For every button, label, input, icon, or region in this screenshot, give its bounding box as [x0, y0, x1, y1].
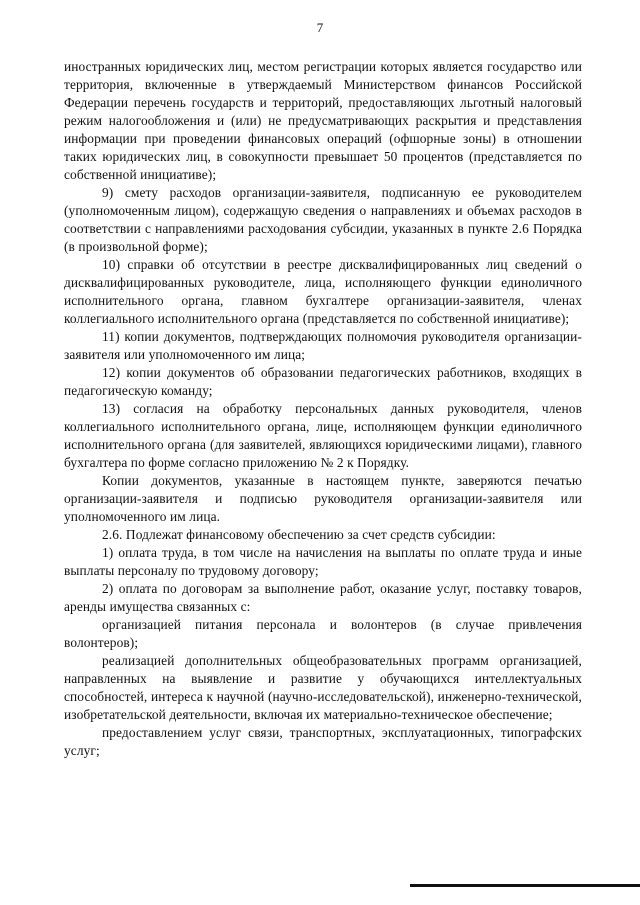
paragraph-expense-2: 2) оплата по договорам за выполнение работ, оказание услуг, поставку товаров, аренды имущества связанных с: [64, 581, 582, 614]
paragraph-sub-programs: реализацией дополнительных общеобразовательных программ организацией, направленных на выявление и развитие у обучающихся интеллектуальных способностей, интереса к научной (научно-исследовательской), инженерно-технической, изобретательской деятельности, включая их материально-техническое обеспечение; [64, 653, 582, 722]
paragraph-item-9: 9) смету расходов организации-заявителя, подписанную ее руководителем (уполномоченным лицом), содержащую сведения о направлениях и объемах расходов в соответствии с направлениями расходования субсидии, указанных в пункте 2.6 Порядка (в произвольной форме); [64, 185, 582, 254]
section-2-6-heading: 2.6. Подлежат финансовому обеспечению за счет средств субсидии: [102, 527, 496, 542]
paragraph-continuation: иностранных юридических лиц, местом регистрации которых является государство или территория, включенные в утверждаемый Министерством финансов Российской Федерации перечень государств и территорий, предоставляющих льготный налоговый режим налогообложения и (или) не предусматривающих раскрытия и представления информации при проведении финансовых операций (офшорные зоны) в отношении таких юридических лиц, в совокупности превышает 50 процентов (представляется по собственной инициативе); [64, 59, 582, 182]
paragraph-sub-catering: организацией питания персонала и волонтеров (в случае привлечения волонтеров); [64, 617, 582, 650]
page-number: 7 [316, 20, 324, 35]
paragraph-certification: Копии документов, указанные в настоящем пункте, заверяются печатью организации-заявителя и подписью руководителя организации-заявителя или уполномоченного им лица. [64, 473, 582, 524]
paragraph-expense-1: 1) оплата труда, в том числе на начисления на выплаты по оплате труда и иные выплаты персоналу по трудовому договору; [64, 545, 582, 578]
paragraph-item-12: 12) копии документов об образовании педагогических работников, входящих в педагогическую команду; [64, 365, 582, 398]
document-body [64, 58, 582, 760]
bottom-divider [410, 884, 640, 887]
paragraph-sub-services: предоставлением услуг связи, транспортных, эксплуатационных, типографских услуг; [64, 725, 582, 758]
paragraph-item-10: 10) справки об отсутствии в реестре дисквалифицированных лиц сведений о дисквалифицированных руководителе, лица, исполняющего функции единоличного исполнительного органа, главном бухгалтере организации-заявителя, членах коллегиального исполнительного органа (представляется по собственной инициативе); [64, 257, 582, 326]
paragraph-item-13: 13) согласия на обработку персональных данных руководителя, членов коллегиального исполнительного органа, лице, исполняющем функции единоличного исполнительного органа (для заявителей, являющихся юридическими лицами), главного бухгалтера по форме согласно приложению № 2 к Порядку. [64, 401, 582, 470]
paragraph-item-11: 11) копии документов, подтверждающих полномочия руководителя организации-заявителя или уполномоченного им лица; [64, 329, 582, 362]
